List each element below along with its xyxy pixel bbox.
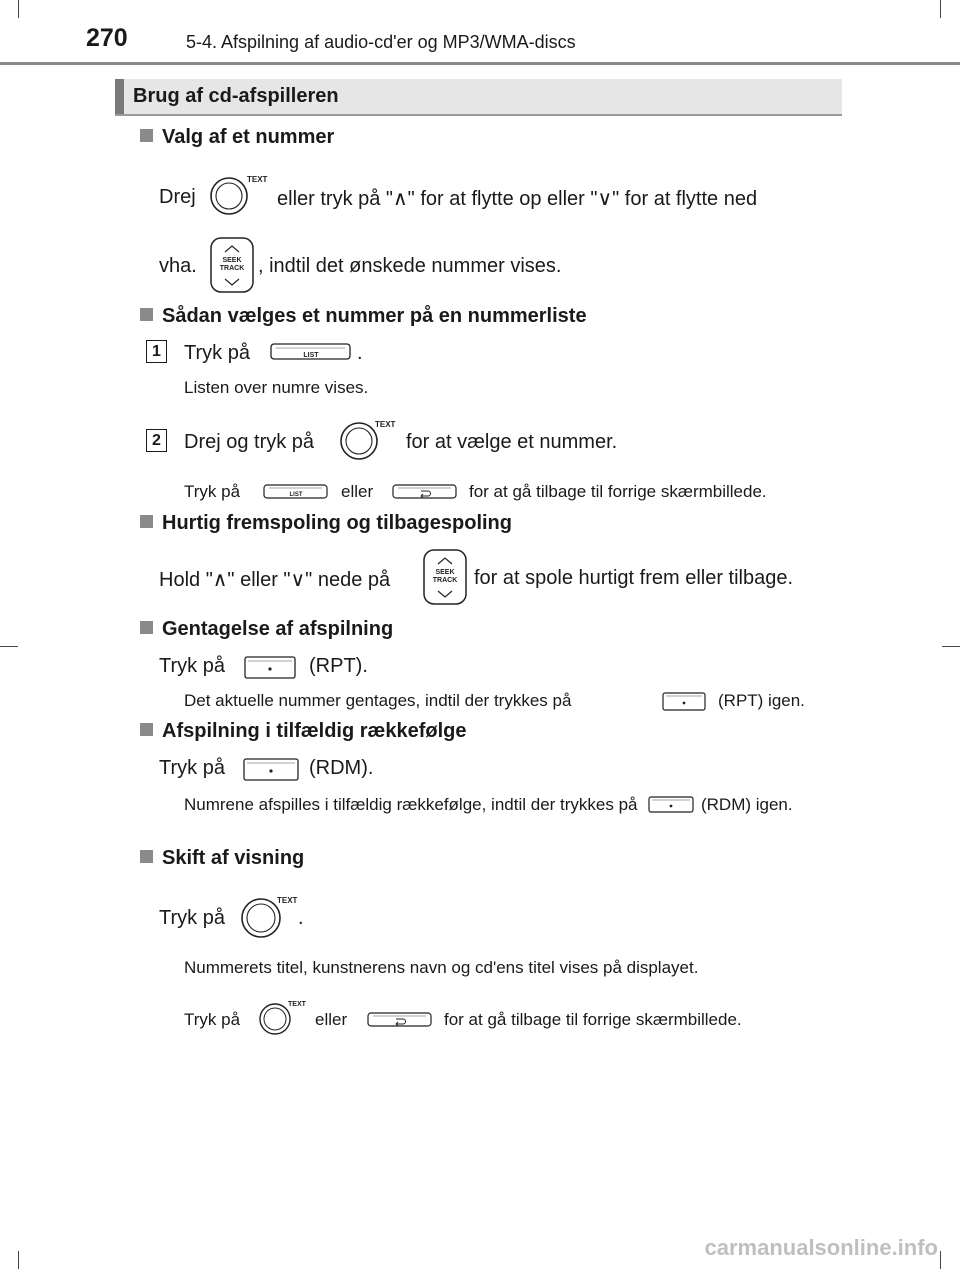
list-label: LIST [289,492,303,498]
heading-text: Valg af et nummer [162,126,335,148]
crop-mark [0,646,18,647]
track-label: TRACK [432,577,458,584]
knob-label: TEXT [375,420,396,429]
tune-knob-icon [258,999,310,1039]
track-label: TRACK [219,265,245,272]
bullet-square-icon [140,621,153,634]
heading-text: Hurtig fremspoling og tilbagespoling [162,512,512,534]
heading-text: Gentagelse af afspilning [162,618,394,640]
step-number: 1 [146,340,167,363]
seek-track-button-icon [423,549,469,607]
watermark: carmanualsonline.info [704,1235,938,1260]
section-bar [115,79,842,114]
note: Listen over numre vises. [184,378,369,397]
bullet-square-icon [140,850,153,863]
text: (RPT). [309,655,368,677]
crop-mark [18,1251,19,1269]
text: Drej [159,186,196,208]
list-button-icon [263,484,329,500]
seek-track-button-icon [210,237,256,295]
text: Tryk på [184,342,250,364]
section-title: Brug af cd-afspilleren [133,85,339,107]
text: , indtil det ønskede nummer vises. [258,255,562,277]
bullet-square-icon [140,308,153,321]
note: for at gå tilbage til forrige skærmbillede. [469,482,767,501]
rpt-preset-button-icon [244,656,298,680]
text: Drej og tryk på [184,431,315,453]
note: Det aktuelle nummer gentages, indtil der trykkes på [184,691,572,710]
heading-text: Sådan vælges et nummer på en nummerliste [162,305,587,327]
knob-label: TEXT [277,896,298,905]
tune-knob-icon [240,894,302,940]
note: Tryk på [184,1010,241,1029]
heading-random [140,720,466,743]
back-button-icon [392,484,458,500]
text: Hold "∧" eller "∨" nede på [159,569,391,591]
tune-knob-icon [209,174,269,218]
note: for at gå tilbage til forrige skærmbillede. [444,1010,742,1029]
step-number: 2 [146,429,167,452]
knob-label: TEXT [288,1001,306,1008]
page-number: 270 [86,24,128,52]
text: eller tryk på "∧" for at flytte op eller "∨" for at flytte ned [277,188,758,210]
note-text: (RDM) igen. [700,795,793,814]
text: . [298,907,304,929]
text: for at vælge et nummer. [406,431,618,453]
text: vha. [159,255,197,277]
note-text: Numrene afspilles i tilfældig rækkefølge, indtil der trykkes på [184,795,638,814]
heading-change-display [140,847,304,870]
crop-mark [18,0,19,18]
heading-repeat [140,618,393,641]
heading-text: Afspilning i tilfældig rækkefølge [162,720,467,742]
header-rule [0,62,960,65]
text: Tryk på [159,757,225,779]
note: Tryk på [184,482,241,501]
note: eller [315,1010,348,1029]
text: Tryk på [159,907,225,929]
seek-label: SEEK [435,569,455,576]
seek-label: SEEK [222,257,242,264]
list-button-icon [270,343,352,361]
note: (RPT) igen. [718,691,805,710]
tune-knob-icon [339,419,399,463]
heading-select-from-list [140,305,587,328]
note [184,793,830,816]
section-accent [115,79,124,114]
bullet-square-icon [140,129,153,142]
crop-mark [940,0,941,18]
list-label: LIST [303,352,319,359]
knob-label: TEXT [247,175,268,184]
back-button-icon [367,1012,433,1028]
chapter-title: 5-4. Afspilning af audio-cd'er og MP3/WMA-discs [186,32,576,52]
section-rule [115,114,842,116]
rpt-preset-button-icon [662,692,708,712]
heading-fast-forward-rewind [140,512,512,535]
text: . [357,342,363,364]
note: eller [341,482,374,501]
text: for at spole hurtigt frem eller tilbage. [474,567,794,589]
text: (RDM). [309,757,374,779]
heading-text: Skift af visning [162,847,305,869]
rdm-preset-button-icon [648,796,696,814]
note: Nummerets titel, kunstnerens navn og cd'ens titel vises på displayet. [184,958,699,977]
crop-mark [942,646,960,647]
crop-mark [940,1251,941,1269]
bullet-square-icon [140,515,153,528]
heading-select-track [140,126,334,149]
rdm-preset-button-icon [243,758,301,782]
bullet-square-icon [140,723,153,736]
text: Tryk på [159,655,225,677]
